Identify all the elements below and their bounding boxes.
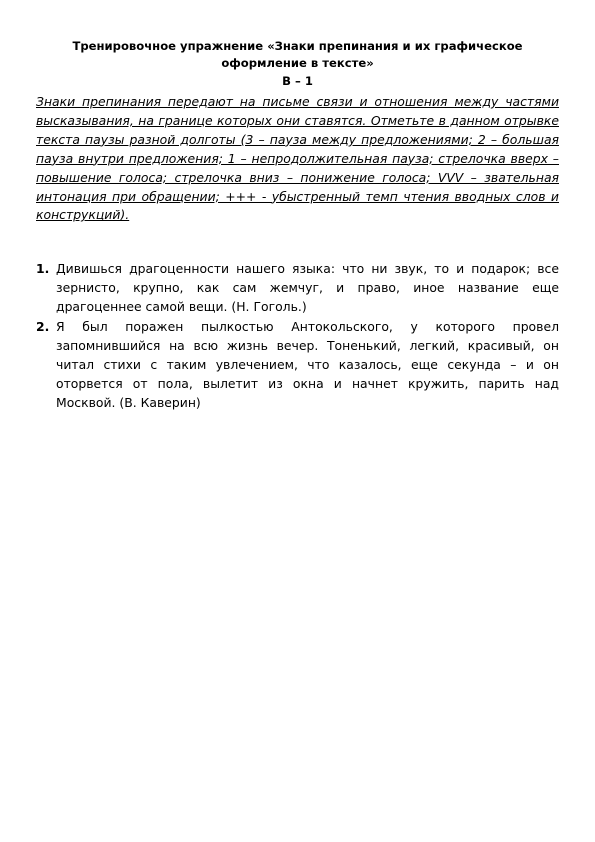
exercise-text: Дивишься драгоценности нашего языка: что ни звук, то и подарок; все зернисто, крупно, как сам жемчуг, и право, иное название еще драгоценнее самой вещи. (Н. Гоголь.)	[56, 261, 559, 314]
exercise-list	[36, 260, 559, 414]
exercise-number: 1.	[36, 261, 50, 276]
document-title: Тренировочное упражнение «Знаки препинания и их графическое оформление в тексте»	[72, 39, 523, 70]
instructions-paragraph: Знаки препинания передают на письме связи и отношения между частями высказывания, на границе которых они ставятся. Отметьте в данном отрывке текста паузы разной долготы (3 – пауза между предложениями; 2 – большая пауза внутри предложения; 1 – непродолжительная пауза; стрелочка вверх – повышение голоса; стрелочка вниз – понижение голоса; VVV – звательная интонация при обращении; +++ - убыстренный темп чтения вводных слов и конструкций).	[36, 94, 559, 223]
exercise-text: Я был поражен пылкостью Антокольского, у которого провел запомнившийся на всю жизнь вечер. Тоненький, легкий, красивый, он читал стихи с таким увлечением, что казалось, еще секунда – и он оторвется от пола, вылетит из окна и начнет кружить, парить над Москвой. (В. Каверин)	[56, 319, 559, 410]
exercise-number: 2.	[36, 319, 50, 335]
variant-label: В – 1	[282, 74, 313, 88]
exercise-item-2	[36, 318, 559, 412]
exercise-item-1	[36, 260, 559, 316]
